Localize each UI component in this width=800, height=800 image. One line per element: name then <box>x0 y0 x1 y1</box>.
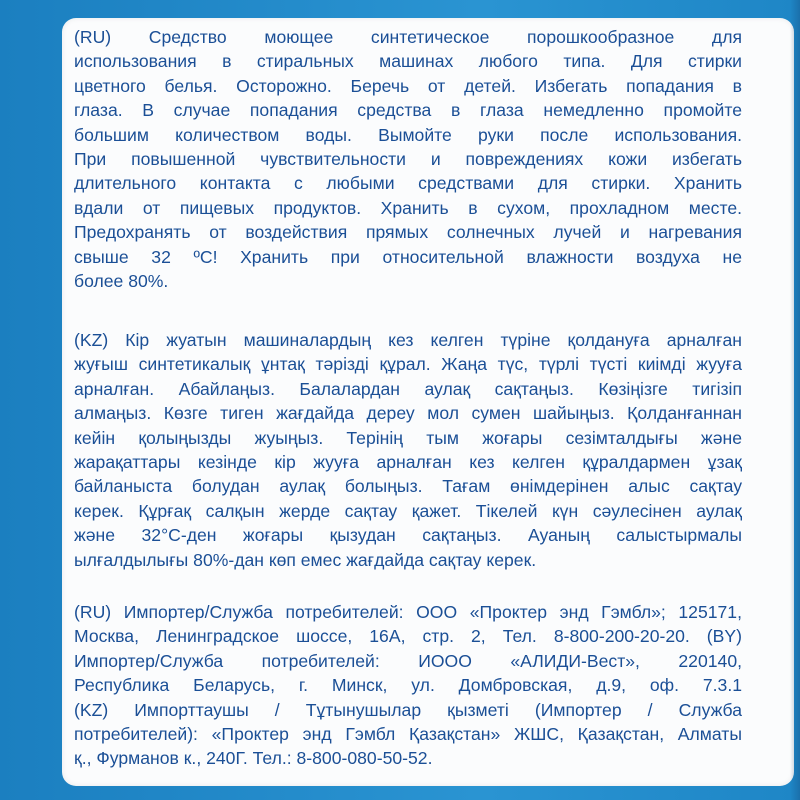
text-line: (KZ) Импорттаушы / Тұтынушылар қызметі (Импортер / Служба <box>74 699 742 720</box>
text-line: Москва, Ленинградское шоссе, 16А, стр. 2, Тел. 8-800-200-20-20. (BY) <box>74 626 742 647</box>
text-line: (KZ) Кір жуатын машиналардың кез келген түріне қолдануға арналған <box>74 330 742 350</box>
text-line: Импортер/Служба потребителей: ИООО «АЛИДИ-Вест», 220140, <box>74 650 742 671</box>
text-line: байланыста болудан аулақ болыңыз. Тағам өнімдерінен алыс сақтау <box>74 476 742 497</box>
package-edge <box>790 0 800 800</box>
text-line: вдали от пищевых продуктов. Хранить в сухом, прохладном месте. <box>74 197 742 218</box>
text-line: (RU) Импортер/Служба потребителей: ООО «Проктер энд Гэмбл»; 125171, <box>74 602 742 622</box>
text-line: Предохранять от воздействия прямых солнечных лучей и нагревания <box>74 222 742 243</box>
text-line: қ., Фурманов к., 240Г. Тел.: 8-800-080-50-52. <box>74 748 433 769</box>
text-line: глаза. В случае попадания средства в глаза немедленно промойте <box>74 100 742 121</box>
text-line: жуғыш синтетикалық ұнтақ тәрізді құрал. Жаңа түс, түрлі түсті киімді жууға <box>74 354 742 375</box>
text-line: (RU) Средство моющее синтетическое порошкообразное для <box>74 27 742 47</box>
text-line: длительного контакта с любыми средствами для стирки. Хранить <box>74 173 742 194</box>
text-line: арналған. Абайлаңыз. Балалардан аулақ сақтаңыз. Көзіңізге тигізіп <box>74 378 742 399</box>
text-line: использования в стиральных машинах любого типа. Для стирки <box>74 51 742 72</box>
text-line: большим количеством воды. Вымойте руки после использования. <box>74 124 742 145</box>
text-line: жарақаттары кезінде кір жууға арналған кез келген құралдармен ұзақ <box>74 451 742 472</box>
text-line: ылғалдылығы 80%-дан көп емес жағдайда сақтау керек. <box>74 549 537 570</box>
warning-text-kz <box>74 328 742 572</box>
text-line: алмаңыз. Көзге тиген жағдайда дереу мол сумен шайыңыз. Қолданғаннан <box>74 403 742 424</box>
text-line: потребителей): «Проктер энд Гэмбл Қазақстан» ЖШС, Қазақстан, Алматы <box>74 723 742 744</box>
text-line: более 80%. <box>74 270 169 291</box>
text-line: Республика Беларусь, г. Минск, ул. Домбровская, д.9, оф. 7.3.1 <box>74 675 742 696</box>
text-line: және 32°С-ден жоғары қызудан сақтаңыз. Ауаның салыстырмалы <box>74 525 742 546</box>
text-line: цветного белья. Осторожно. Беречь от детей. Избегать попадания в <box>74 75 742 96</box>
text-line: При повышенной чувствительности и повреждениях кожи избегать <box>74 148 742 169</box>
warning-text-ru <box>74 25 742 293</box>
text-line: кейін қолыңызды жуыңыз. Терінің тым жоғары сезімталдығы және <box>74 427 742 448</box>
text-line: керек. Құрғақ салқын жерде сақтау қажет. Тікелей күн сәулесінен аулақ <box>74 500 742 521</box>
text-line: свыше 32 ºС! Хранить при относительной влажности воздуха не <box>74 246 742 267</box>
importer-info <box>74 600 742 771</box>
